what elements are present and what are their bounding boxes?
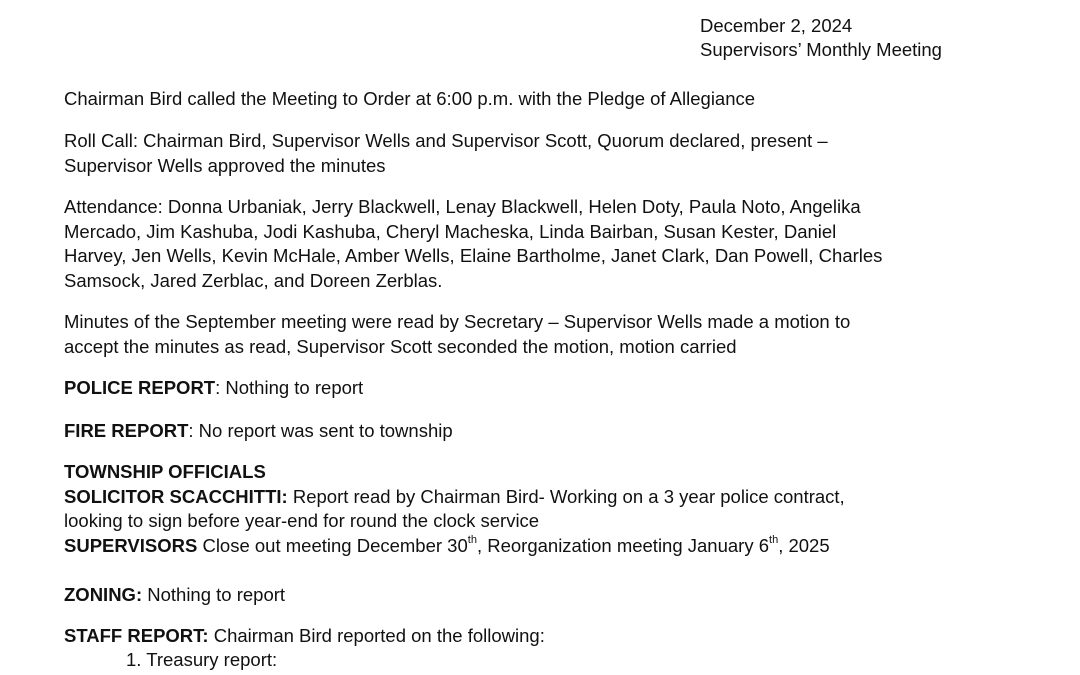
roll-call-paragraph — [64, 129, 1054, 178]
police-report — [64, 376, 1054, 401]
solicitor-text: Report read by Chairman Bird- Working on a 3 year police contract, — [287, 485, 845, 507]
township-officials-section — [64, 460, 1054, 558]
zoning-label: ZONING: — [64, 584, 143, 605]
meeting-date: December 2, 2024 — [700, 15, 853, 36]
call-to-order-paragraph: Chairman Bird called the Meeting to Order at 6:00 p.m. with the Pledge of Allegiance — [64, 88, 756, 109]
meeting-title: Supervisors’ Monthly Meeting — [700, 39, 942, 60]
supervisors-text: , Reorganization meeting January 6 — [476, 534, 770, 556]
fire-report-label: FIRE REPORT — [64, 420, 189, 441]
attendance-line: Mercado, Jim Kashuba, Jodi Kashuba, Cheryl Macheska, Linda Bairban, Susan Kester, Daniel — [64, 220, 837, 242]
supervisors-line — [64, 534, 1054, 559]
attendance-paragraph — [64, 195, 1054, 293]
ordinal-suffix: th — [769, 534, 779, 547]
fire-report-text: : No report was sent to township — [188, 420, 453, 441]
supervisors-text: , 2025 — [778, 534, 830, 556]
zoning-report — [64, 583, 1054, 608]
township-officials-heading: TOWNSHIP OFFICIALS — [64, 461, 266, 482]
document-header — [700, 14, 942, 62]
fire-report — [64, 419, 1054, 444]
staff-report-label: STAFF REPORT: — [64, 625, 209, 646]
minutes-paragraph — [64, 310, 1054, 359]
ordinal-suffix: th — [467, 534, 477, 547]
minutes-line: Minutes of the September meeting were read by Secretary – Supervisor Wells made a motion to — [64, 311, 851, 332]
solicitor-label: SOLICITOR SCACCHITTI: — [64, 485, 288, 507]
supervisors-label: SUPERVISORS — [64, 534, 198, 556]
police-report-label: POLICE REPORT — [64, 377, 216, 398]
attendance-line: Attendance: Donna Urbaniak, Jerry Blackwell, Lenay Blackwell, Helen Doty, Paula Noto, Angelika — [64, 196, 861, 217]
attendance-line: Samsock, Jared Zerblac, and Doreen Zerblas. — [64, 269, 443, 291]
attendance-line: Harvey, Jen Wells, Kevin McHale, Amber Wells, Elaine Bartholme, Janet Clark, Dan Powell, Charles — [64, 245, 883, 266]
minutes-line: accept the minutes as read, Supervisor Scott seconded the motion, motion carried — [64, 335, 737, 357]
staff-report-text: Chairman Bird reported on the following: — [208, 625, 545, 646]
supervisors-text: Close out meeting December 30 — [197, 534, 468, 556]
roll-call-line: Supervisor Wells approved the minutes — [64, 154, 386, 176]
staff-report — [64, 624, 1054, 649]
police-report-text: : Nothing to report — [215, 377, 364, 398]
roll-call-line: Roll Call: Chairman Bird, Supervisor Wells and Supervisor Scott, Quorum declared, present – — [64, 130, 828, 151]
list-item: 1. Treasury report: — [126, 649, 278, 670]
zoning-text: Nothing to report — [142, 584, 286, 605]
solicitor-line — [64, 485, 1054, 510]
solicitor-line-2: looking to sign before year-end for round the clock service — [64, 510, 540, 531]
